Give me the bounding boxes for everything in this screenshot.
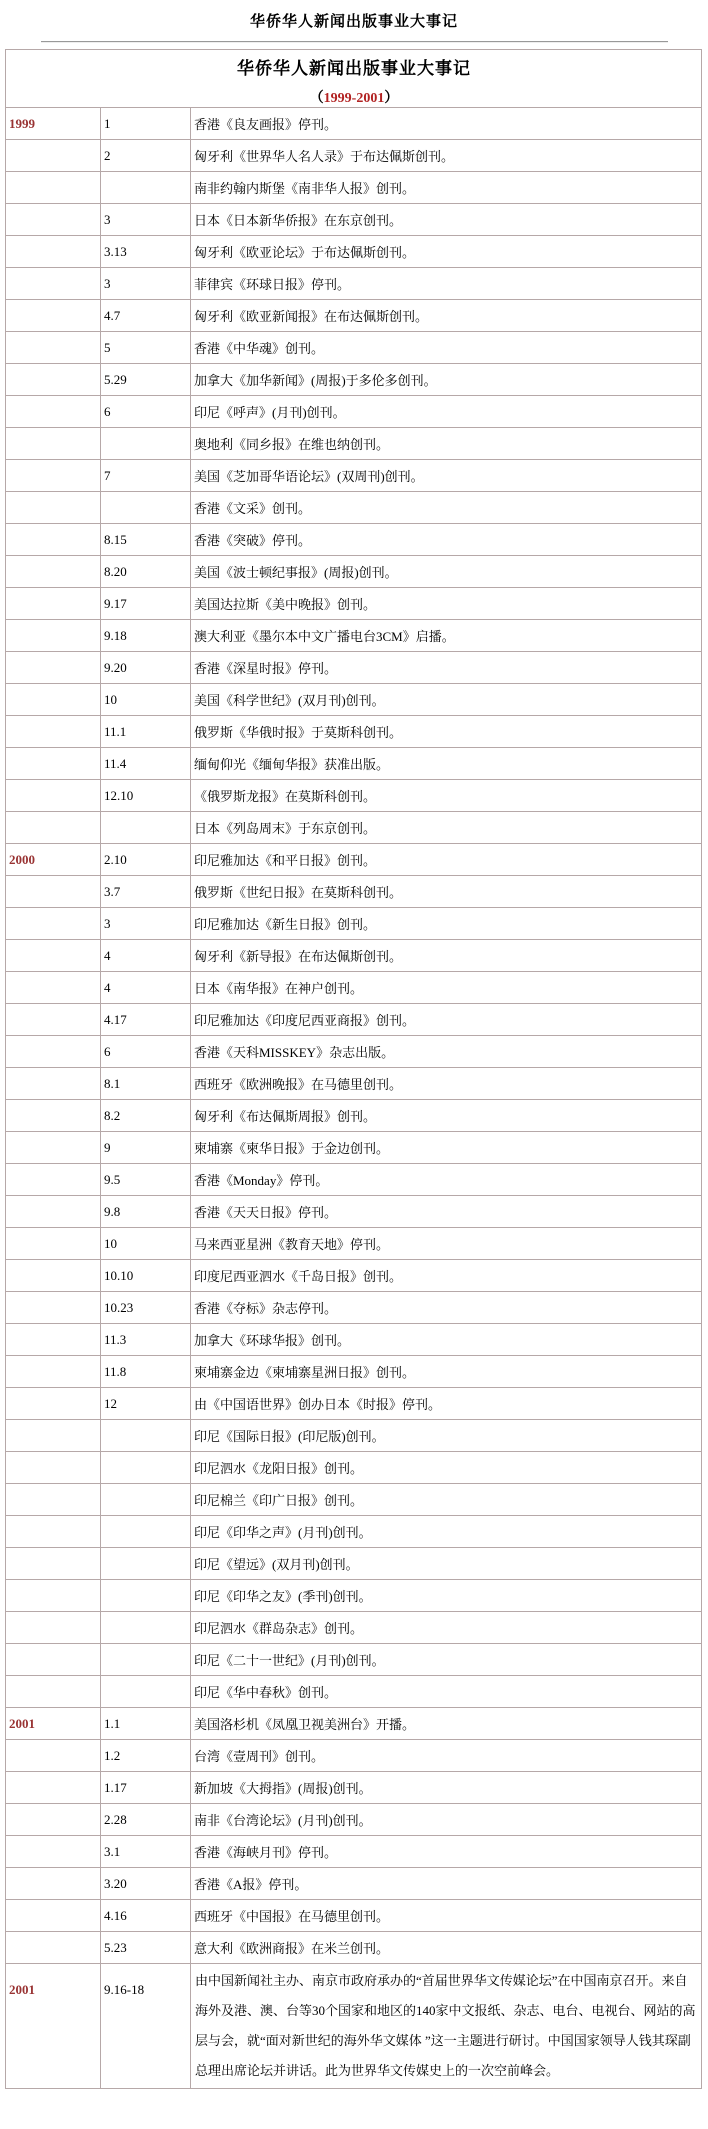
year-cell	[6, 460, 101, 492]
table-row	[6, 1836, 702, 1868]
date-cell: 1	[101, 108, 191, 140]
date-cell: 10	[101, 1228, 191, 1260]
date-cell: 10	[101, 684, 191, 716]
date-cell	[101, 1516, 191, 1548]
event-cell: 香港《海峡月刊》停刊。	[191, 1836, 702, 1868]
date-cell: 11.8	[101, 1356, 191, 1388]
table-row	[6, 908, 702, 940]
year-cell	[6, 684, 101, 716]
event-cell: 印尼《望远》(双月刊)创刊。	[191, 1548, 702, 1580]
event-cell: 南非《台湾论坛》(月刊)创刊。	[191, 1804, 702, 1836]
event-cell: 香港《A报》停刊。	[191, 1868, 702, 1900]
year-cell	[6, 428, 101, 460]
table-row	[6, 1900, 702, 1932]
year-cell	[6, 812, 101, 844]
year-cell	[6, 172, 101, 204]
table-row	[6, 1676, 702, 1708]
year-cell	[6, 1452, 101, 1484]
event-cell: 印尼泗水《群岛杂志》创刊。	[191, 1612, 702, 1644]
table-row	[6, 940, 702, 972]
date-cell: 9	[101, 1132, 191, 1164]
date-cell	[101, 492, 191, 524]
table-row	[6, 1004, 702, 1036]
year-cell	[6, 140, 101, 172]
date-cell: 8.15	[101, 524, 191, 556]
event-cell: 印度尼西亚泗水《千岛日报》创刊。	[191, 1260, 702, 1292]
event-cell: 南非约翰内斯堡《南非华人报》创刊。	[191, 172, 702, 204]
date-cell: 8.1	[101, 1068, 191, 1100]
table-row	[6, 1548, 702, 1580]
year-cell	[6, 556, 101, 588]
event-cell: 美国《芝加哥华语论坛》(双周刊)创刊。	[191, 460, 702, 492]
event-cell: 印尼《印华之声》(月刊)创刊。	[191, 1516, 702, 1548]
table-row	[6, 1068, 702, 1100]
date-cell	[101, 428, 191, 460]
date-cell: 3	[101, 204, 191, 236]
table-row	[6, 876, 702, 908]
date-cell: 12.10	[101, 780, 191, 812]
year-cell	[6, 1484, 101, 1516]
date-cell: 5	[101, 332, 191, 364]
date-cell: 1.2	[101, 1740, 191, 1772]
date-cell: 2.10	[101, 844, 191, 876]
table-row	[6, 396, 702, 428]
year-cell	[6, 588, 101, 620]
event-cell: 香港《深星时报》停刊。	[191, 652, 702, 684]
table-row	[6, 812, 702, 844]
year-cell	[6, 940, 101, 972]
table-row	[6, 556, 702, 588]
year-cell	[6, 1196, 101, 1228]
event-cell: 西班牙《中国报》在马德里创刊。	[191, 1900, 702, 1932]
event-cell: 香港《天科MISSKEY》杂志出版。	[191, 1036, 702, 1068]
date-cell	[101, 1420, 191, 1452]
event-cell: 香港《文采》创刊。	[191, 492, 702, 524]
year-cell	[6, 972, 101, 1004]
event-cell: 印尼《国际日报》(印尼版)创刊。	[191, 1420, 702, 1452]
table-row	[6, 684, 702, 716]
event-cell: 马来西亚星洲《教育天地》停刊。	[191, 1228, 702, 1260]
event-cell: 香港《夺标》杂志停刊。	[191, 1292, 702, 1324]
year-cell	[6, 1068, 101, 1100]
subtitle-paren-open: （	[309, 91, 324, 106]
event-cell: 意大利《欧洲商报》在米兰创刊。	[191, 1932, 702, 1964]
event-cell: 柬埔寨金边《柬埔寨星洲日报》创刊。	[191, 1356, 702, 1388]
table-row	[6, 1036, 702, 1068]
table-row	[6, 1164, 702, 1196]
table-subtitle	[9, 79, 699, 107]
date-cell: 12	[101, 1388, 191, 1420]
date-cell: 1.17	[101, 1772, 191, 1804]
table-row	[6, 1612, 702, 1644]
year-cell	[6, 1228, 101, 1260]
event-cell: 印尼《二十一世纪》(月刊)创刊。	[191, 1644, 702, 1676]
year-cell	[6, 1004, 101, 1036]
date-cell	[101, 1612, 191, 1644]
table-row	[6, 108, 702, 140]
table-row	[6, 1580, 702, 1612]
event-cell: 加拿大《环球华报》创刊。	[191, 1324, 702, 1356]
year-cell	[6, 364, 101, 396]
table-row	[6, 1868, 702, 1900]
date-cell: 9.8	[101, 1196, 191, 1228]
table-row	[6, 236, 702, 268]
event-cell: 俄罗斯《华俄时报》于莫斯科创刊。	[191, 716, 702, 748]
event-cell: 印尼《华中春秋》创刊。	[191, 1676, 702, 1708]
date-cell	[101, 1452, 191, 1484]
event-cell: 缅甸仰光《缅甸华报》获准出版。	[191, 748, 702, 780]
table-row	[6, 1388, 702, 1420]
date-cell: 4.17	[101, 1004, 191, 1036]
year-cell	[6, 1612, 101, 1644]
year-cell	[6, 1292, 101, 1324]
table-row	[6, 204, 702, 236]
table-row	[6, 1324, 702, 1356]
year-cell	[6, 716, 101, 748]
year-cell	[6, 1324, 101, 1356]
event-cell: 香港《Monday》停刊。	[191, 1164, 702, 1196]
table-row	[6, 1420, 702, 1452]
table-row	[6, 268, 702, 300]
date-cell: 1.1	[101, 1708, 191, 1740]
date-cell: 5.23	[101, 1932, 191, 1964]
event-cell: 奥地利《同乡报》在维也纳创刊。	[191, 428, 702, 460]
date-cell: 3.7	[101, 876, 191, 908]
event-cell: 由《中国语世界》创办日本《时报》停刊。	[191, 1388, 702, 1420]
event-cell: 美国洛杉机《凤凰卫视美洲台》开播。	[191, 1708, 702, 1740]
date-cell	[101, 1644, 191, 1676]
date-cell: 5.29	[101, 364, 191, 396]
table-row	[6, 1196, 702, 1228]
event-cell: 印尼雅加达《印度尼西亚商报》创刊。	[191, 1004, 702, 1036]
event-cell: 印尼泗水《龙阳日报》创刊。	[191, 1452, 702, 1484]
table-row	[6, 1708, 702, 1740]
event-cell: 美国达拉斯《美中晚报》创刊。	[191, 588, 702, 620]
date-cell: 4.7	[101, 300, 191, 332]
table-row	[6, 972, 702, 1004]
event-cell: 匈牙利《欧亚新闻报》在布达佩斯创刊。	[191, 300, 702, 332]
year-cell	[6, 1100, 101, 1132]
event-cell: 澳大利亚《墨尔本中文广播电台3CM》启播。	[191, 620, 702, 652]
date-cell: 9.18	[101, 620, 191, 652]
year-cell	[6, 492, 101, 524]
year-cell	[6, 1676, 101, 1708]
events-tbody	[6, 50, 702, 2089]
year-cell	[6, 1932, 101, 1964]
date-cell	[101, 812, 191, 844]
table-header-row	[6, 50, 702, 108]
date-cell: 9.20	[101, 652, 191, 684]
table-row	[6, 1804, 702, 1836]
event-cell: 日本《南华报》在神户创刊。	[191, 972, 702, 1004]
year-cell	[6, 1580, 101, 1612]
date-cell: 3.20	[101, 1868, 191, 1900]
year-cell	[6, 1900, 101, 1932]
event-cell: 日本《日本新华侨报》在东京创刊。	[191, 204, 702, 236]
event-cell: 柬埔寨《柬华日报》于金边创刊。	[191, 1132, 702, 1164]
event-cell: 西班牙《欧洲晚报》在马德里创刊。	[191, 1068, 702, 1100]
table-row	[6, 524, 702, 556]
year-cell	[6, 268, 101, 300]
table-row	[6, 428, 702, 460]
year-cell	[6, 300, 101, 332]
date-cell: 6	[101, 1036, 191, 1068]
table-row	[6, 172, 702, 204]
table-row	[6, 140, 702, 172]
event-cell: 美国《科学世纪》(双月刊)创刊。	[191, 684, 702, 716]
table-title: 华侨华人新闻出版事业大事记	[237, 59, 471, 78]
events-table	[5, 49, 702, 2089]
year-cell	[6, 1356, 101, 1388]
table-row	[6, 1356, 702, 1388]
event-cell: 印尼雅加达《新生日报》创刊。	[191, 908, 702, 940]
date-cell: 3	[101, 908, 191, 940]
year-cell	[6, 1644, 101, 1676]
table-row	[6, 1260, 702, 1292]
event-cell: 匈牙利《布达佩斯周报》创刊。	[191, 1100, 702, 1132]
year-cell	[6, 1260, 101, 1292]
year-cell	[6, 1388, 101, 1420]
year-cell	[6, 1548, 101, 1580]
table-row	[6, 460, 702, 492]
year-cell: 1999	[6, 108, 101, 140]
year-cell	[6, 396, 101, 428]
year-cell	[6, 1804, 101, 1836]
table-row	[6, 1932, 702, 1964]
date-cell: 4	[101, 972, 191, 1004]
date-cell: 11.3	[101, 1324, 191, 1356]
horizontal-rule	[41, 41, 668, 43]
event-cell: 由中国新闻社主办、南京市政府承办的“首届世界华文传媒论坛”在中国南京召开。来自海外及港、澳、台等30个国家和地区的140家中文报纸、杂志、电台、电视台、网站的高层与会，就“面对新世纪的海外华文媒体 ”这一主题进行研讨。中国国家领导人钱其琛副总理出席论坛并讲话。此为世界华文传媒史上的一次空前峰会。	[191, 1964, 702, 2089]
table-row	[6, 1772, 702, 1804]
date-cell: 3.13	[101, 236, 191, 268]
table-row	[6, 1292, 702, 1324]
year-cell	[6, 1132, 101, 1164]
date-cell: 6	[101, 396, 191, 428]
year-cell	[6, 1772, 101, 1804]
table-row	[6, 780, 702, 812]
date-cell: 4	[101, 940, 191, 972]
year-cell	[6, 204, 101, 236]
event-cell: 香港《良友画报》停刊。	[191, 108, 702, 140]
event-cell: 日本《列岛周末》于东京创刊。	[191, 812, 702, 844]
year-cell	[6, 1036, 101, 1068]
event-cell: 匈牙利《欧亚论坛》于布达佩斯创刊。	[191, 236, 702, 268]
event-cell: 印尼雅加达《和平日报》创刊。	[191, 844, 702, 876]
event-cell: 美国《波士顿纪事报》(周报)创刊。	[191, 556, 702, 588]
table-row	[6, 748, 702, 780]
year-cell: 2001	[6, 1708, 101, 1740]
event-cell: 印尼《印华之友》(季刊)创刊。	[191, 1580, 702, 1612]
table-row	[6, 1644, 702, 1676]
date-cell	[101, 1580, 191, 1612]
date-cell: 11.4	[101, 748, 191, 780]
event-cell: 印尼棉兰《印广日报》创刊。	[191, 1484, 702, 1516]
table-row	[6, 1228, 702, 1260]
table-row	[6, 300, 702, 332]
date-cell	[101, 1548, 191, 1580]
table-row	[6, 1484, 702, 1516]
year-cell: 2000	[6, 844, 101, 876]
year-cell	[6, 780, 101, 812]
table-row	[6, 1132, 702, 1164]
table-row	[6, 652, 702, 684]
table-row	[6, 844, 702, 876]
event-cell: 《俄罗斯龙报》在莫斯科创刊。	[191, 780, 702, 812]
year-cell	[6, 908, 101, 940]
event-cell: 台湾《壹周刊》创刊。	[191, 1740, 702, 1772]
date-cell	[101, 172, 191, 204]
table-row	[6, 1100, 702, 1132]
table-row	[6, 364, 702, 396]
date-cell: 4.16	[101, 1900, 191, 1932]
event-cell: 香港《突破》停刊。	[191, 524, 702, 556]
table-row	[6, 588, 702, 620]
date-cell: 10.23	[101, 1292, 191, 1324]
table-row	[6, 1516, 702, 1548]
date-cell: 3	[101, 268, 191, 300]
date-cell	[101, 1676, 191, 1708]
table-row	[6, 1452, 702, 1484]
event-cell: 香港《中华魂》创刊。	[191, 332, 702, 364]
event-cell: 俄罗斯《世纪日报》在莫斯科创刊。	[191, 876, 702, 908]
table-row	[6, 620, 702, 652]
year-cell	[6, 1164, 101, 1196]
event-cell: 新加坡《大拇指》(周报)创刊。	[191, 1772, 702, 1804]
table-header-cell	[6, 50, 702, 108]
page-title: 华侨华人新闻出版事业大事记	[249, 14, 458, 30]
table-row	[6, 492, 702, 524]
subtitle-paren-close: ）	[384, 91, 399, 106]
year-cell	[6, 620, 101, 652]
event-cell: 印尼《呼声》(月刊)创刊。	[191, 396, 702, 428]
date-cell: 8.2	[101, 1100, 191, 1132]
date-cell: 9.17	[101, 588, 191, 620]
year-cell	[6, 1868, 101, 1900]
year-cell	[6, 524, 101, 556]
year-cell	[6, 652, 101, 684]
date-cell: 7	[101, 460, 191, 492]
year-cell: 2001	[6, 1964, 101, 2089]
date-cell: 8.20	[101, 556, 191, 588]
year-cell	[6, 236, 101, 268]
date-cell	[101, 1484, 191, 1516]
date-cell: 9.16-18	[101, 1964, 191, 2089]
event-cell: 菲律宾《环球日报》停刊。	[191, 268, 702, 300]
event-cell: 匈牙利《世界华人名人录》于布达佩斯创刊。	[191, 140, 702, 172]
date-cell: 3.1	[101, 1836, 191, 1868]
year-cell	[6, 876, 101, 908]
event-cell: 加拿大《加华新闻》(周报)于多伦多创刊。	[191, 364, 702, 396]
year-cell	[6, 1836, 101, 1868]
table-row	[6, 1740, 702, 1772]
table-row	[6, 716, 702, 748]
year-cell	[6, 1516, 101, 1548]
date-cell: 11.1	[101, 716, 191, 748]
year-cell	[6, 748, 101, 780]
event-cell: 匈牙利《新导报》在布达佩斯创刊。	[191, 940, 702, 972]
year-cell	[6, 332, 101, 364]
table-row	[6, 1964, 702, 2089]
date-cell: 2	[101, 140, 191, 172]
event-cell: 香港《天天日报》停刊。	[191, 1196, 702, 1228]
year-cell	[6, 1420, 101, 1452]
date-cell: 2.28	[101, 1804, 191, 1836]
date-cell: 10.10	[101, 1260, 191, 1292]
table-row	[6, 332, 702, 364]
date-cell: 9.5	[101, 1164, 191, 1196]
year-cell	[6, 1740, 101, 1772]
subtitle-years: 1999-2001	[323, 91, 385, 106]
